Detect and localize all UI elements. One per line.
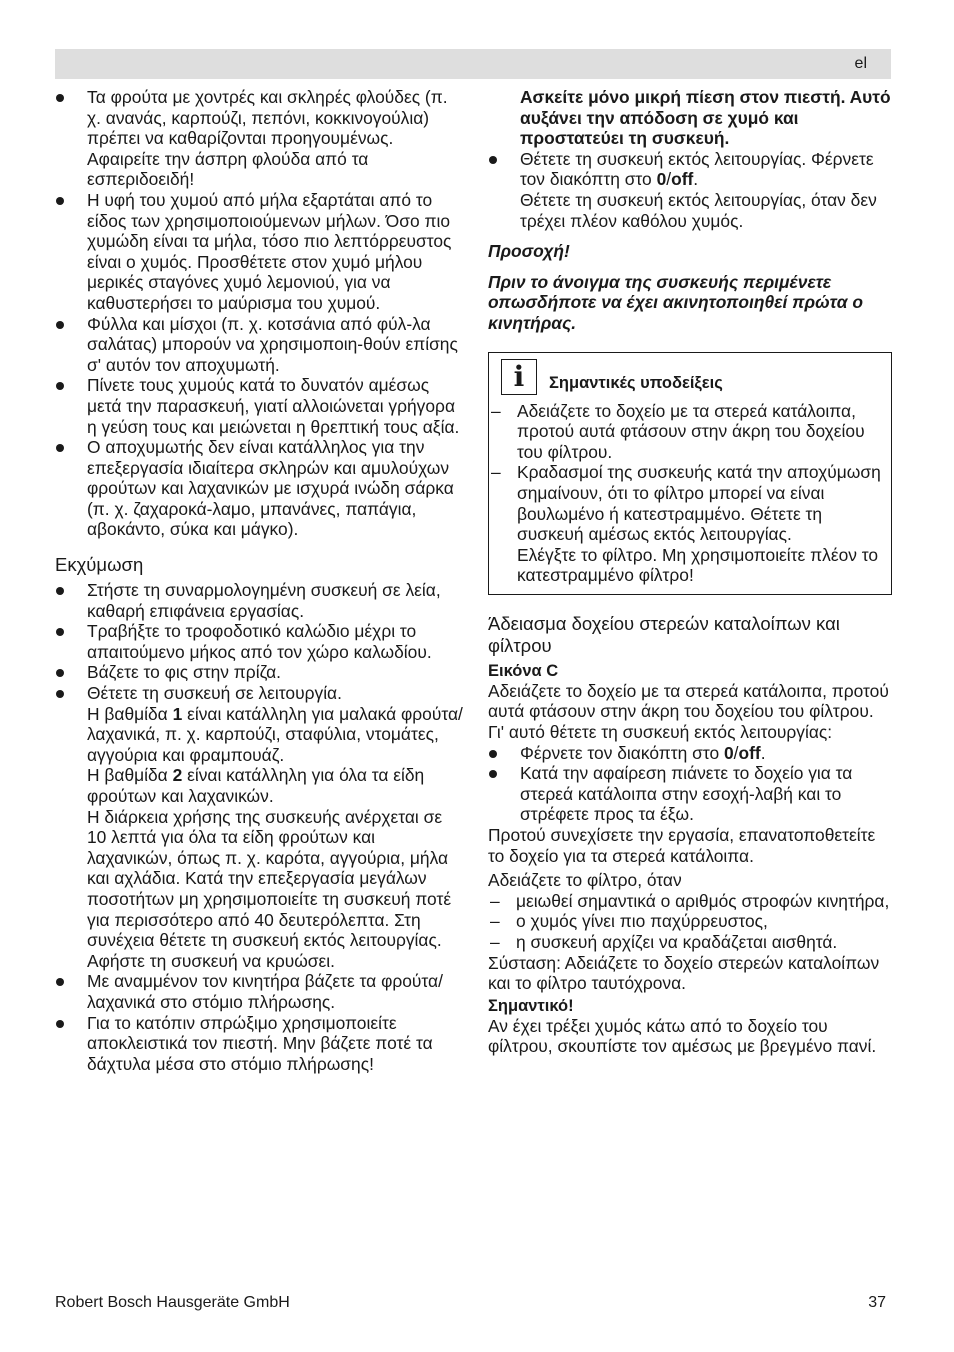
footer-company: Robert Bosch Hausgeräte GmbH <box>55 1294 290 1311</box>
punctuation: . <box>693 169 699 190</box>
left-column <box>55 87 465 1074</box>
list-item: Η υφή του χυμού από μήλα εξαρτάται από το είδος των χρησιμοποιούμενων μήλων. Όσο πιο χυμώδη είναι τα μήλα, τόσο πιο λεπτόρρευστος είναι ο χυμός. Προσθέτετε στον χυμό μήλου μερικές σταγόνες χυμό λεμονιού, για να καθυστερήσει το μαύρισμα του χυμού. <box>55 190 465 314</box>
important-notes-box <box>488 352 892 595</box>
info-text: Ελέγξτε το φίλτρο. Μη χρησιμοποιείτε πλέον το κατεστραμμένο φίλτρο! <box>517 544 879 586</box>
important-label: Σημαντικό! <box>488 996 574 1015</box>
juicing-steps-list <box>55 580 465 1074</box>
pusher-note: Ασκείτε μόνο μικρή πίεση στον πιεστή. Αυτό αυξάνει την απόδοση σε χυμό και προστατεύει τη συσκευή. <box>520 87 891 149</box>
list-item: – μειωθεί σημαντικά ο αριθμός στροφών κινητήρα, <box>488 891 892 912</box>
list-item: Τραβήξτε το τροφοδοτικό καλώδιο μέχρι το απαιτούμενο μήκος από τον χώρο καλωδίου. <box>55 621 465 662</box>
duration-text: Η διάρκεια χρήσης της συσκευής ανέρχεται σε 10 λεπτά για όλα τα είδη φρούτων και λαχανικών, όπως π. χ. καρότα, αγγούρια, μήλα και αχλάδια. Κατά την επεξεργασία μεγάλων ποσοτήτων μη χρησιμοποιείτε τη συσκευή ποτέ για περισσότερο από 40 δευτερόλεπτα. Στη συνέχεια θέτετε τη συσκευή εκτός λειτουργίας. Αφήστε τη συσκευή να κρυώσει. <box>87 806 452 971</box>
paragraph: Προτού συνεχίσετε την εργασία, επανατοποθετείτε το δοχείο για τα στερεά κατάλοιπα. <box>488 825 876 866</box>
speed-2-text: είναι κατάλληλη για όλα τα είδη φρούτων και λαχανικών. <box>87 765 425 806</box>
info-text: Κραδασμοί της συσκευής κατά την αποχύμωση σημαίνουν, ότι το φίλτρο μπορεί να είναι βουλωμένο ή κατεστραμμένο. Θέτετε τη συσκευή αμέσως εκτός λειτουργίας. <box>517 462 881 545</box>
list-item: Κατά την αφαίρεση πιάνετε το δοχείο για τα στερεά κατάλοιπα στην εσοχή-λαβή και το στρέφετε προς τα έξω. <box>488 763 892 825</box>
speed-1-text: Η βαθμίδα <box>87 703 173 724</box>
section-heading-emptying: Άδειασμα δοχείου στερεών καταλοίπων και φίλτρου <box>488 612 840 656</box>
speed-2-text: Η βαθμίδα <box>87 765 173 786</box>
switch-position: off <box>738 742 761 763</box>
switch-position: 0 <box>656 169 667 190</box>
filter-conditions-list <box>488 891 892 953</box>
list-item: – η συσκευή αρχίζει να κραδάζεται αισθητά. <box>488 932 892 953</box>
switch-off-list <box>488 149 892 231</box>
list-item: – Αδειάζετε το δοχείο με τα στερεά κατάλοιπα, προτού αυτά φτάσουν στην άκρη του δοχείου του φίλτρου. <box>489 401 891 463</box>
speed-1-number: 1 <box>172 703 183 724</box>
list-item <box>55 683 465 971</box>
list-item: Τα φρούτα με χοντρές και σκληρές φλούδες (π. χ. ανανάς, καρπούζι, πεπόνι, κοκκινογούλια) πρέπει να καθαρίζονται προηγουμένως. Αφαιρείτε την άσπρη φλούδα από τα εσπεριδοειδή! <box>55 87 465 190</box>
list-item: Φύλλα και μίσχοι (π. χ. κοτσάνια από φύλ-λα σαλάτας) μπορούν να χρησιμοποιη-θούν επίσης σ' αυτόν τον αποχυμωτή. <box>55 314 465 376</box>
info-header <box>489 359 891 395</box>
tips-list <box>55 87 465 540</box>
switch-position: 0 <box>723 742 734 763</box>
important-text: Αν έχει τρέξει χυμός κάτω από το δοχείο του φίλτρου, σκουπίστε τον αμέσως με βρεγμένο πανί. <box>488 1015 877 1057</box>
separator: / <box>733 742 739 763</box>
figure-reference: Εικόνα C <box>488 661 559 680</box>
list-item: Βάζετε το φις στην πρίζα. <box>55 662 465 683</box>
speed-2-number: 2 <box>172 765 183 786</box>
list-item <box>489 462 891 586</box>
emptying-steps-list <box>488 743 892 825</box>
list-item: Ο αποχυμωτής δεν είναι κατάλληλος για την επεξεργασία ιδιαίτερα σκληρών και αμυλούχων φρούτων και λαχανικών με ισχυρά ινώδη σάρκα (π. χ. ζαχαροκά-λαμο, μπανάνες, παπάγια, αβοκάντο, σύκα και μάγκο). <box>55 437 465 540</box>
right-column <box>488 87 892 1057</box>
punctuation: . <box>760 742 766 763</box>
step-note: Θέτετε τη συσκευή εκτός λειτουργίας, όταν δεν τρέχει πλέον καθόλου χυμός. <box>520 189 877 231</box>
caution-label: Προσοχή! <box>488 241 570 262</box>
page-number: 37 <box>868 1294 886 1311</box>
separator: / <box>666 169 672 190</box>
step-text: Θέτετε τη συσκευή εκτός λειτουργίας. Φέρνετε τον διακόπτη στο <box>520 148 874 190</box>
speed-1-text: είναι κατάλληλη για μαλακά φρούτα/λαχανικά, π. χ. καρπούζι, σταφύλια, ντομάτες, αγγούρια και φραμπουάζ. <box>87 703 463 765</box>
caution-text: Πριν το άνοιγμα της συσκευής περιμένετε οπωσδήποτε να έχει ακινητοποιηθεί πρώτα ο κινητήρας. <box>488 271 863 333</box>
switch-position: off <box>671 169 694 190</box>
paragraph: Αδειάζετε το φίλτρο, όταν <box>488 870 682 891</box>
list-item: Πίνετε τους χυμούς κατά το δυνατόν αμέσως μετά την παρασκευή, γιατί αλλοιώνεται γρήγορα η γεύση τους και μειώνεται η θρεπτική τους αξία. <box>55 375 465 437</box>
list-item <box>488 743 892 764</box>
language-code: el <box>854 55 867 72</box>
step-text: Θέτετε τη συσκευή σε λειτουργία. <box>87 683 342 704</box>
language-bar <box>55 49 891 79</box>
step-text: Φέρνετε τον διακόπτη στο <box>520 742 724 763</box>
info-list <box>489 401 891 586</box>
list-item <box>488 149 892 231</box>
list-item: Για το κατόπιν σπρώξιμο χρησιμοποιείτε αποκλειστικά τον πιεστή. Μην βάζετε ποτέ τα δάχτυλα μέσα στο στόμιο πλήρωσης! <box>55 1013 465 1075</box>
list-item: – ο χυμός γίνει πιο παχύρρευστος, <box>488 911 892 932</box>
paragraph: Αδειάζετε το δοχείο με τα στερεά κατάλοιπα, προτού αυτά φτάσουν στην άκρη του δοχείου του φίλτρου. Γι' αυτό θέτετε τη συσκευή εκτός λειτουργίας: <box>488 680 889 743</box>
paragraph: Σύσταση: Αδειάζετε το δοχείο στερεών καταλοίπων και το φίλτρο ταυτόχρονα. <box>488 952 880 994</box>
list-item: Στήστε τη συναρμολογημένη συσκευή σε λεία, καθαρή επιφάνεια εργασίας. <box>55 580 465 621</box>
section-heading-juicing: Εκχύμωση <box>55 554 144 576</box>
info-title: Σημαντικές υποδείξεις <box>549 373 723 392</box>
info-icon: i <box>501 359 537 395</box>
list-item: Με αναμμένον τον κινητήρα βάζετε τα φρούτα/λαχανικά στο στόμιο πλήρωσης. <box>55 971 465 1012</box>
